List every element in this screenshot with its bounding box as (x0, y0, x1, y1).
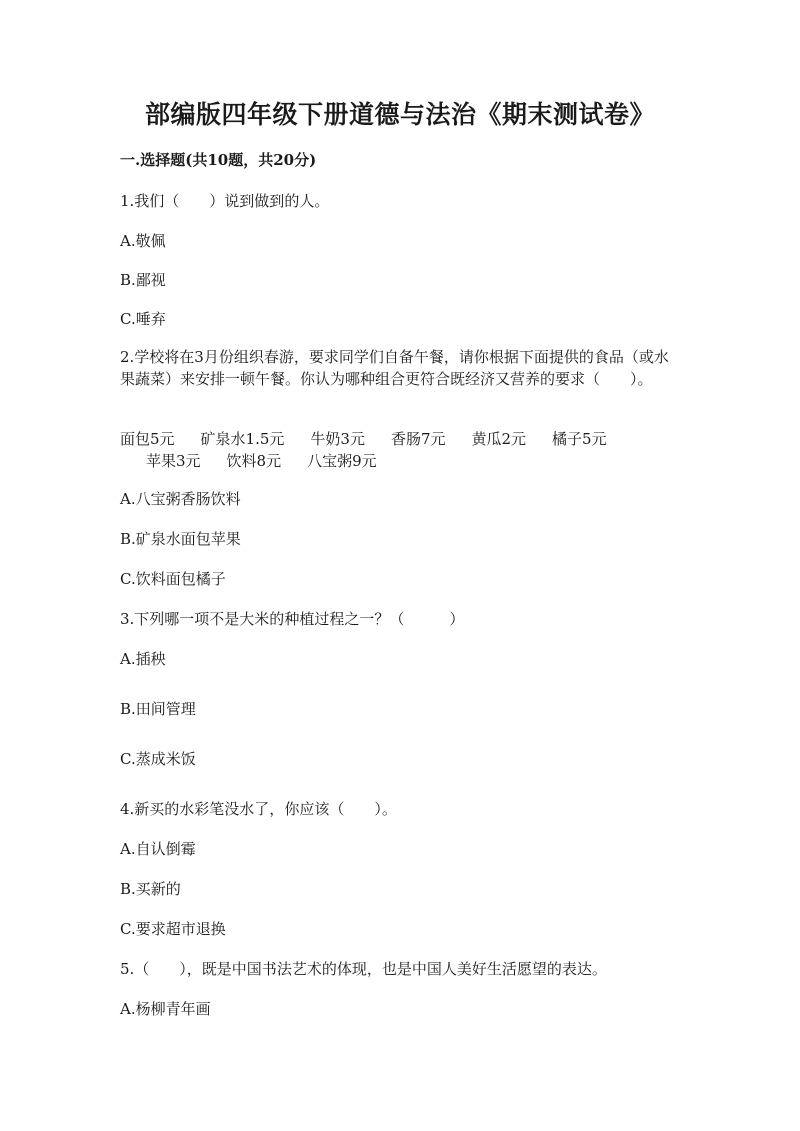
question-2-stem: 2.学校将在3月份组织春游，要求同学们自备午餐，请你根据下面提供的食品（或水果蔬菜）来安排一顿午餐。你认为哪种组合更符合既经济又营养的要求（ ）。 (120, 348, 669, 388)
question-1-option-c: C.唾弃 (120, 310, 166, 328)
question-4-stem: 4.新买的水彩笔没水了，你应该（ ）。 (120, 800, 397, 818)
price-item: 面包5元 (120, 430, 175, 448)
question-4-option-b: B.买新的 (120, 880, 181, 898)
question-2-option-c: C.饮料面包橘子 (120, 570, 226, 588)
question-1-option-b: B.鄙视 (120, 271, 166, 289)
section-heading: 一.选择题(共10题，共20分) (120, 151, 317, 169)
question-5-stem: 5.（ ），既是中国书法艺术的体现，也是中国人美好生活愿望的表达。 (120, 960, 607, 978)
price-item: 香肠7元 (390, 430, 446, 448)
question-2-option-a: A.八宝粥香肠饮料 (120, 490, 241, 508)
question-4-option-c: C.要求超市退换 (120, 920, 226, 938)
price-row-1 (120, 428, 700, 450)
question-3-option-c: C.蒸成米饭 (120, 750, 196, 768)
price-item: 黄瓜2元 (471, 430, 527, 448)
question-1-option-a: A.敬佩 (120, 232, 166, 250)
price-item: 饮料8元 (226, 452, 282, 470)
question-4-option-a: A.自认倒霉 (120, 840, 196, 858)
price-item: 橘子5元 (552, 430, 607, 448)
price-row-2 (120, 450, 700, 472)
price-item: 苹果3元 (146, 452, 201, 470)
question-1-stem: 1.我们（ ）说到做到的人。 (120, 192, 330, 210)
question-5-option-a: A.杨柳青年画 (120, 1000, 211, 1018)
question-3-option-b: B.田间管理 (120, 700, 196, 718)
page-title: 部编版四年级下册道德与法治《期末测试卷》 (144, 100, 655, 129)
price-item: 八宝粥9元 (307, 452, 377, 470)
question-2-option-b: B.矿泉水面包苹果 (120, 530, 241, 548)
question-3-stem: 3.下列哪一项不是大米的种植过程之一？（ ） (120, 610, 465, 628)
price-item: 牛奶3元 (310, 430, 365, 448)
price-item: 矿泉水1.5元 (200, 430, 285, 448)
question-3-option-a: A.插秧 (120, 650, 166, 668)
question-2-prices (120, 428, 700, 472)
